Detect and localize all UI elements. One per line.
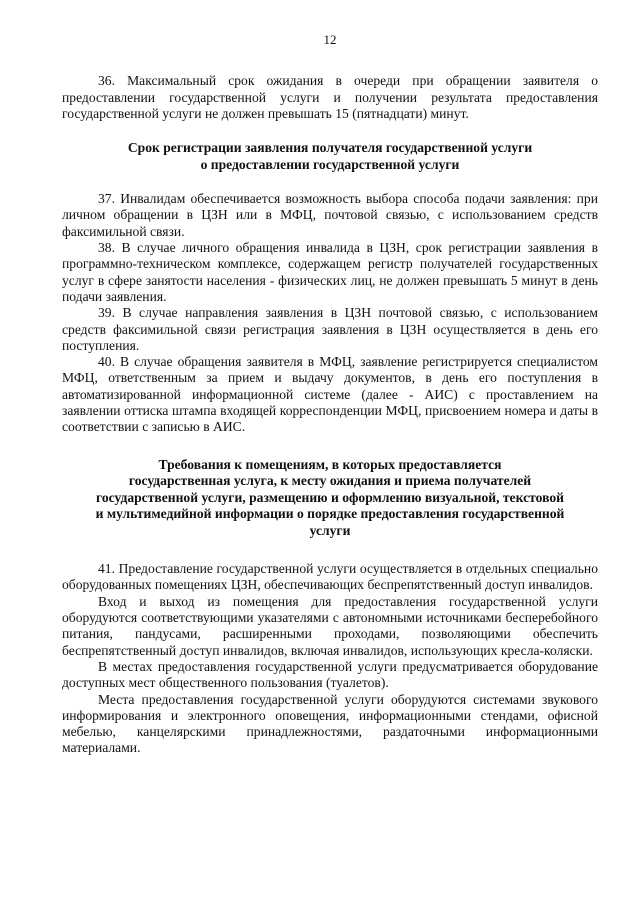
paragraph-38: 38. В случае личного обращения инвалида в ЦЗН, срок регистрации заявления в программно-техническом комплексе, содержащем регистр получателей государственных услуг в сфере занятости населения - физических лиц, не должен превышать 5 минут в день подачи заявления.: [62, 240, 598, 304]
section-heading-premises: [62, 457, 598, 540]
heading-line: Срок регистрации заявления получателя государственной услуги: [127, 140, 533, 156]
heading-line: Требования к помещениям, в которых предоставляется: [158, 456, 502, 472]
page-number: 12: [323, 32, 337, 47]
paragraph-39: 39. В случае направления заявления в ЦЗН почтовой связью, с использованием средств факсимильной связи регистрация заявления в ЦЗН осуществляется в день его поступления.: [62, 305, 598, 353]
paragraph-37: 37. Инвалидам обеспечивается возможность выбора способа подачи заявления: при личном обращении в ЦЗН или в МФЦ, почтовой связью, с использованием средств факсимильной связи.: [62, 191, 598, 239]
paragraph-entrance: Вход и выход из помещения для предоставления государственной услуги оборудуются соответствующими указателями с автономными источниками бесперебойного питания, пандусами, расширенными проходами, позволяющими обеспечить беспрепятственный доступ инвалидов, включая инвалидов, использующих кресла-коляски.: [62, 593, 598, 658]
heading-line: услуги: [309, 522, 351, 538]
section-heading-registration: [62, 140, 598, 173]
paragraph-41: 41. Предоставление государственной услуги осуществляется в отдельных специально оборудованных помещениях ЦЗН, обеспечивающих беспрепятственный доступ инвалидов.: [62, 561, 598, 593]
heading-line: государственной услуги, размещению и оформлению визуальной, текстовой: [96, 489, 564, 505]
paragraph-36: 36. Максимальный срок ожидания в очереди при обращении заявителя о предоставлении государственной услуги и получении результата предоставления государственной услуги не должен превышать 15 (пятнадцати) минут.: [62, 73, 598, 121]
paragraph-restrooms: В местах предоставления государственной услуги предусматривается оборудование доступных мест общественного пользования (туалетов).: [62, 658, 598, 691]
heading-line: государственная услуга, к месту ожидания и приема получателей: [128, 473, 532, 489]
paragraph-equipment: Места предоставления государственной услуги оборудуются системами звукового информирования и электронного оповещения, информационными стендами, офисной мебелью, канцелярскими принадлежностями, раздаточными информационными материалами.: [62, 691, 598, 756]
paragraph-40: 40. В случае обращения заявителя в МФЦ, заявление регистрируется специалистом МФЦ, ответственным за прием и выдачу документов, в день его поступления в автоматизированной информационной системе (далее - АИС) с проставлением на заявлении оттиска штампа входящей корреспонденции МФЦ, присвоением номера и даты в соответствии с записью в АИС.: [62, 354, 598, 435]
heading-line: и мультимедийной информации о порядке предоставления государственной: [95, 506, 565, 522]
heading-line: о предоставлении государственной услуги: [200, 156, 460, 172]
